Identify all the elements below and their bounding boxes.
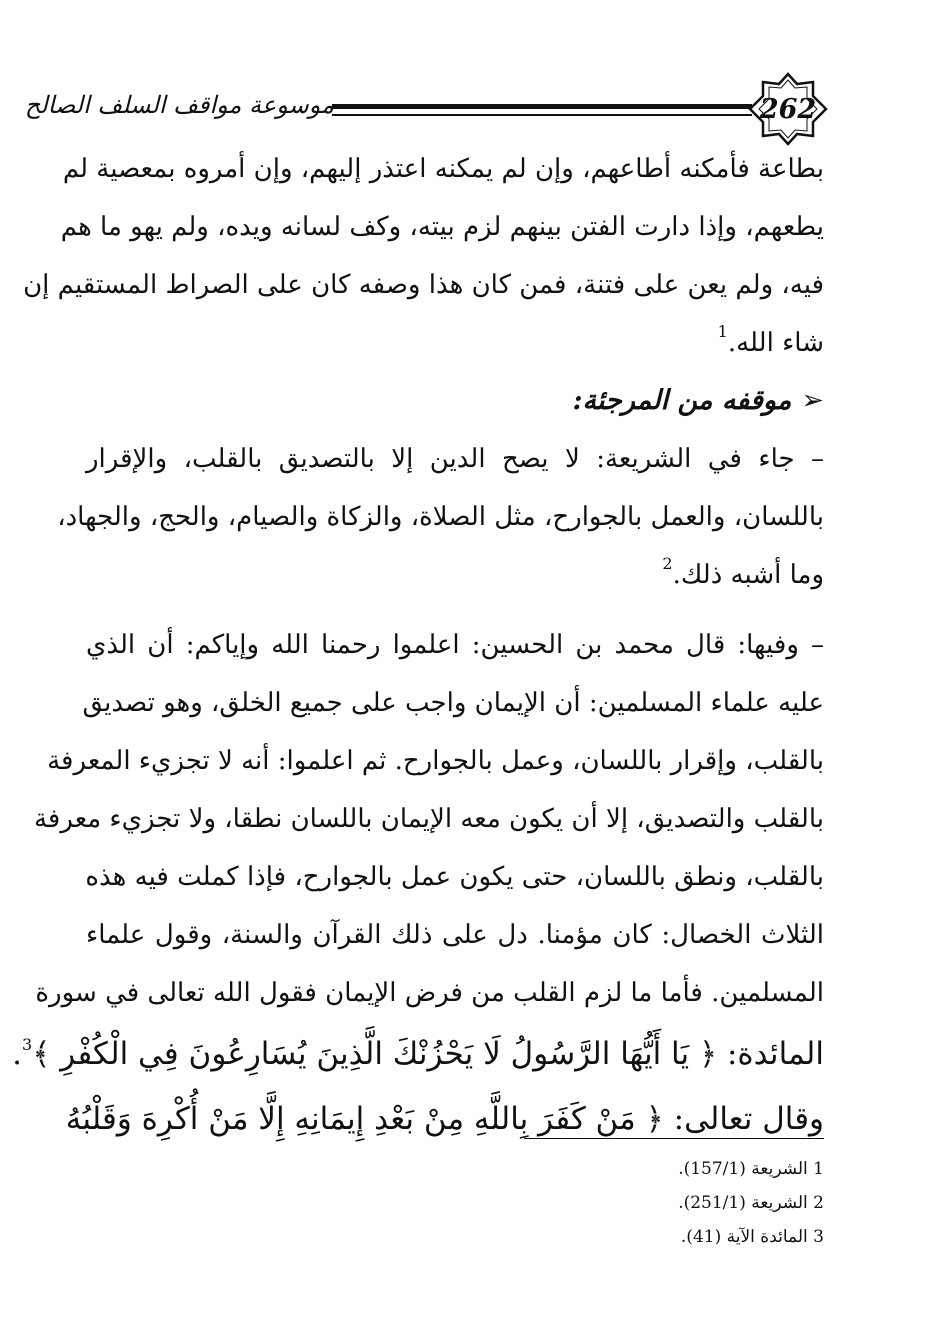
footnote: 2 الشريعة (251/1). bbox=[678, 1193, 824, 1213]
text-line: باللسان، والعمل بالجوارح، مثل الصلاة، والزكاة والصيام، والحج، والجهاد، bbox=[57, 502, 824, 532]
text-line: شاء الله.$^1$ bbox=[717, 322, 824, 358]
page-header bbox=[0, 0, 928, 150]
text-line: فيه، ولم يعن على فتنة، فمن كان هذا وصفه كان على الصراط المستقيم إن bbox=[23, 270, 824, 300]
quran-verse-line: وقال تعالى: ﴿ مَنْ كَفَرَ بِاللَّهِ مِنْ بَعْدِ إِيمَانِهِ إِلَّا مَنْ أُكْرِهَ وَقَلْبُهُ bbox=[65, 1101, 824, 1137]
text-line: وما أشبه ذلك.$^2$ bbox=[662, 554, 824, 590]
page-number: 262 bbox=[759, 93, 817, 125]
text-line: – وفيها: قال محمد بن الحسين: اعلموا رحمنا الله وإياكم: أن الذي bbox=[86, 630, 824, 660]
footnote-ref: 1 bbox=[717, 322, 728, 341]
footnote: 3 المائدة الآية (41). bbox=[680, 1227, 824, 1247]
text-line: يطعهم، وإذا دارت الفتن بينهم لزم بيته، وكف لسانه ويده، ولم يهو ما هم bbox=[60, 212, 824, 242]
text-line: بالقلب، وإقرار باللسان، وعمل بالجوارح. ثم اعلموا: أنه لا تجزيء المعرفة bbox=[47, 746, 824, 776]
page-number-badge bbox=[747, 72, 829, 146]
text-line: بالقلب والتصديق، إلا أن يكون معه الإيمان باللسان نطقا، ولا تجزيء معرفة bbox=[33, 804, 824, 834]
header-rule-thick bbox=[332, 104, 752, 109]
text-line: المسلمين. فأما ما لزم القلب من فرض الإيمان فقول الله تعالى في سورة bbox=[35, 978, 824, 1008]
text-line: الثلاث الخصال: كان مؤمنا. دل على ذلك القرآن والسنة، وقول علماء bbox=[86, 920, 824, 950]
header-rule-thin bbox=[332, 114, 752, 116]
section-heading: ➢موقفه من المرجئة: bbox=[572, 385, 824, 416]
text-line: بالقلب، ونطق باللسان، حتى يكون عمل بالجوارح، فإذا كملت فيه هذه bbox=[85, 862, 824, 892]
footnotes bbox=[300, 1152, 824, 1254]
text-line: عليه علماء المسلمين: أن الإيمان واجب على جميع الخلق، وهو تصديق bbox=[82, 688, 824, 718]
footnote: 1 الشريعة (157/1). bbox=[678, 1159, 824, 1179]
quran-verse-line: المائدة: ﴿ يَا أَيُّهَا الرَّسُولُ لَا يَحْزُنْكَ الَّذِينَ يُسَارِعُونَ فِي الْكُفْرِ ﴾$^3$. bbox=[12, 1035, 824, 1072]
book-title: موسوعة مواقف السلف الصالح bbox=[24, 91, 334, 119]
footnote-ref: 2 bbox=[662, 554, 673, 573]
text-line: – جاء في الشريعة: لا يصح الدين إلا بالتصديق بالقلب، والإقرار bbox=[86, 444, 824, 474]
text-line: بطاعة فأمكنه أطاعهم، وإن لم يمكنه اعتذر إليهم، وإن أمروه بمعصية لم bbox=[62, 154, 824, 184]
footnote-separator bbox=[524, 1138, 824, 1139]
arrowhead-bullet-icon: ➢ bbox=[801, 385, 824, 416]
main-text bbox=[12, 140, 824, 1152]
footnote-ref: 3 bbox=[22, 1035, 33, 1054]
